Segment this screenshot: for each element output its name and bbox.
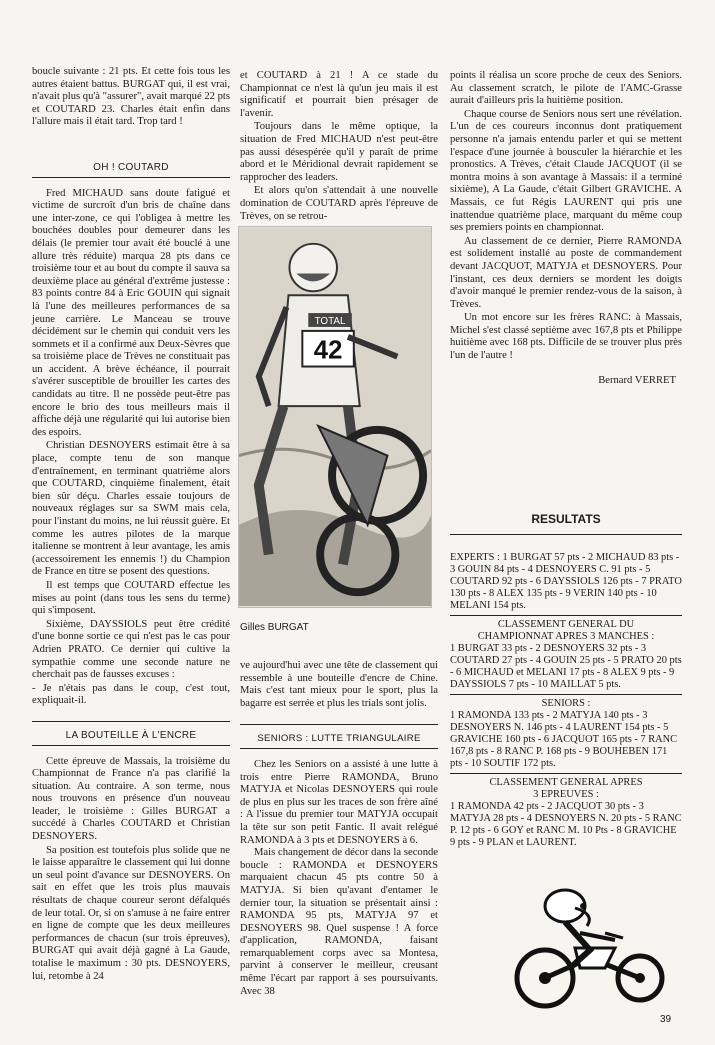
paragraph: Christian DESNOYERS estimait être à sa place, compte tenu de son manque d'entraînement, en terminant quatrième alors que COUTARD, cinquième finalement, était bien sûr déçu. Charles essaie toujours de nouveaux réglages sur sa SWM mais cela, pour l'instant du moins, ne lui réussit guère. Et comme les autres pilotes de la marque italienne se montrent à leur avantage, les amis (accessoirement les ennemis !) du Champion de France en titre se posent des questions. [32,440,230,578]
results-box [450,552,682,849]
paragraph: et COUTARD à 21 ! A ce stade du Championnat ce n'est là qu'un jeu mais il est significatif et pourrait bien présager de l'avenir. [240,70,438,119]
section-heading-oh-coutard: OH ! COUTARD [32,152,230,178]
paragraph: Cette épreuve de Massais, la troisième du Championnat de France n'a pas clarifié la situation. Au contraire. A son terme, nous nous trouvons en présence d'un nouveau leader, le troisième : Gilles BURGAT a succédé à Charles COUTARD et Christian DESNOYERS. [32,755,230,843]
cartoon-rider-illustration [505,878,675,1013]
general-title-line-2: CHAMPIONNAT APRES 3 MANCHES : [477,631,655,642]
paragraph: Un mot encore sur les frères RANC: à Massais, Michel s'est classé septième avec 167,8 pts et Philippe huitième avec 168 pts. Difficile de se trouver plus près l'un de l'autre ! [450,312,682,362]
column-2-bottom [240,660,438,998]
author-signature: Bernard VERRET [598,374,676,386]
column-2-top [240,70,438,224]
section-heading-bouteille: LA BOUTEILLE À L'ENCRE [32,721,230,746]
seniors-results: 1 RAMONDA 133 pts - 2 MATYJA 140 pts - 3 DESNOYERS N. 146 pts - 4 LAURENT 154 pts - 5 GRAVICHE 160 pts - 6 JACQUOT 165 pts - 7 RANC 167,8 pts - 8 RANC P. 168 pts - 9 BOUHEBEN 171 pts - 10 SOUTIF 172 pts. [450,710,678,769]
general-title-line-1: CLASSEMENT GENERAL DU [497,619,635,630]
photo-caption: Gilles BURGAT [240,622,309,633]
paragraph: Et alors qu'on s'attendait à une nouvelle domination de COUTARD après l'épreuve de Trèves, on se retrou- [240,185,438,222]
paragraph: Chaque course de Seniors nous sert une révélation. L'un de ces coureurs inconnus dont pratiquement personne n'a jamais entendu parler et qui se mettent l'espace d'une journée à bousculer la hiérarchie et les pronostics. A Trèves, c'était Claude JACQUOT (il se montra moins à son avantage à Massais: il a terminé sixième), A La Gaude, c'était Gilbert GRAVICHE. A Massais, ce fut Régis LAURENT qui pris une inattendue quatrième place, marquant du même coup ses premiers points en championnat. [450,108,682,234]
general2-title-line-2: 3 EPREUVES : [533,789,599,800]
column-3 [450,70,682,387]
paragraph: Fred MICHAUD sans doute fatigué et victime de surcroît d'un bris de chaîne dans une inter-zone, ce qui l'obligea à mettre les bouchées doubles pour demeurer dans les délais (le premier tour avait été bouclé à une allure très réduite) marqua 28 pts dans ce troisième tour et au bout du compte il sauva sa deuxième place au général d'extrême justesse : 83 points contre 84 à Eric GOUIN qui signait là l'une des meilleures performances de sa jeune carrière. Le Manceau se trouve décidément sur le chemin qui conduit vers les sommets et il a confirmé aux Deux-Sèvres que sa troisième place de Trèves ne constituait pas un accident. A brève échéance, il pourrait s'avérer susceptible de brouiller les cartes des candidats au titre. Il ne possède peut-être pas encore le brio des tous meilleurs mais il affiche déjà une régularité qui lui autorise bien des espoirs. [32,187,230,438]
paragraph: - Je n'étais pas dans le coup, c'est tout, expliquait-il. [32,682,230,707]
paragraph: Mais changement de décor dans la seconde boucle : RAMONDA et DESNOYERS marquaient chacun 45 pts contre 50 à MATYJA. Si bien qu'avant d'entamer le dernier tour, la situation se présentait ainsi : RAMONDA 95 pts, MATYJA 97 et DESNOYERS 98. Quel suspense ! A force d'application, RAMONDA, faisant remarquablement corps avec sa Montesa, parvint à conserver le meilleur, creusant même l'écart par rapport à ses poursuivants. Avec 38 [240,847,438,997]
rider-photo [238,226,432,608]
paragraph: Il est temps que COUTARD effectue les mises au point (dans tous les sens du terme) qui s'imposent. [32,579,230,617]
paragraph: Au classement de ce dernier, Pierre RAMONDA est solidement installé au poste de commandement devant JACQUOT, MATYJA et DESNOYERS. Pour l'instant, ces deux derniers se mordent les doigts d'avoir manqué le premier rendez-vous de la saison, à Trèves. [450,235,682,310]
bib-number: 42 [313,336,343,365]
paragraph: ve aujourd'hui avec une tête de classement qui ressemble à une bouteille d'encre de Chine. Mais c'est tant mieux pour le sport, plus la bagarre est serrée et plus les trials sont jolis. [240,660,438,709]
general-results: 1 BURGAT 33 pts - 2 DESNOYERS 32 pts - 3 COUTARD 27 pts - 4 GOUIN 25 pts - 5 PRATO 20 pts - 6 MICHAUD et MELANI 17 pts - 8 ALEX 9 pts - 9 DAYSSIOLS 7 pts - 10 MAILLAT 5 pts. [450,643,682,690]
experts-results: EXPERTS : 1 BURGAT 57 pts - 2 MICHAUD 83 pts - 3 GOUIN 84 pts - 4 DESNOYERS C. 91 pts - 5 COUTARD 92 pts - 6 DAYSSIOLS 126 pts - 7 PRATO 130 pts - 8 ALEX 135 pts - 9 VERIN 140 pts - 10 MELANI 154 pts. [450,552,682,611]
cartoon-motorbike-icon [505,878,675,1013]
section-heading-seniors: SENIORS : LUTTE TRIANGULAIRE [240,724,438,749]
paragraph: Sixième, DAYSSIOLS peut être crédité d'une bonne sortie ce qui n'est pas le cas pour Adrien PRATO. Ce dernier qui cultive la sympathie comme une seconde nature ne cherchait pas de fausses excuses : [32,618,230,681]
paragraph: boucle suivante : 21 pts. Et cette fois tous les autres étaient battus. BURGAT qui, il est vrai, n'avait plus qu'à "assurer", avait marqué 22 pts et COUTARD 23. Charles était enfin dans l'allure mais il était tard. Trop tard ! [32,66,230,128]
trial-rider-illustration [239,227,431,607]
paragraph: Toujours dans le même optique, la situation de Fred MICHAUD n'est peut-être pas aussi désespérée qu'il y paraît de prime abord et le Méridional devrait rapidement se rapprocher des leaders. [240,121,438,183]
page-number: 39 [660,1014,672,1025]
general2-results: 1 RAMONDA 42 pts - 2 JACQUOT 30 pts - 3 MATYJA 28 pts - 4 DESNOYERS N. 20 pts - 5 RANC P. 12 pts - 6 GOY et RANC M. 10 Pts - 8 GRAVICHE 9 pts - 9 PLAN et LAURENT. [450,801,682,848]
seniors-title: SENIORS : [541,698,591,709]
sponsor-text: TOTAL [314,315,346,327]
paragraph: Sa position est toutefois plus solide que ne le laisse apparaître le classement qui lui donne un seul point d'avance sur DESNOYERS. On sait en effet que les trois plus mauvais résultats de chaque coureur seront défalqués de leur total. Or, si on s'amuse à ne faire entrer en ligne de compte que les deux meilleures performances de chacun (sur trois épreuves), BURGAT qui avait déjà gagné à La Gaude, totalise le maximum : 30 pts. DESNOYERS, lui, retombe à 24 [32,844,230,982]
general2-title-line-1: CLASSEMENT GENERAL APRES [489,777,643,788]
paragraph: points il réalisa un score proche de ceux des Seniors. Au classement scratch, le pilote de l'AMC-Grasse aurait d'ailleurs pris la huitième position. [450,70,682,107]
paragraph: Chez les Seniors on a assisté à une lutte à trois entre Pierre RAMONDA, Bruno MATYJA et Nicolas DESNOYERS qui roule de plus en plus sur les traces de son frère aîné : A l'issue du premier tour MATYJA occupait la tête sur son petit Fantic. Il avait relégué RAMONDA à 3 pts et DESNOYERS à 6. [240,758,438,846]
results-heading: RESULTATS [450,512,682,535]
column-1 [32,66,230,984]
